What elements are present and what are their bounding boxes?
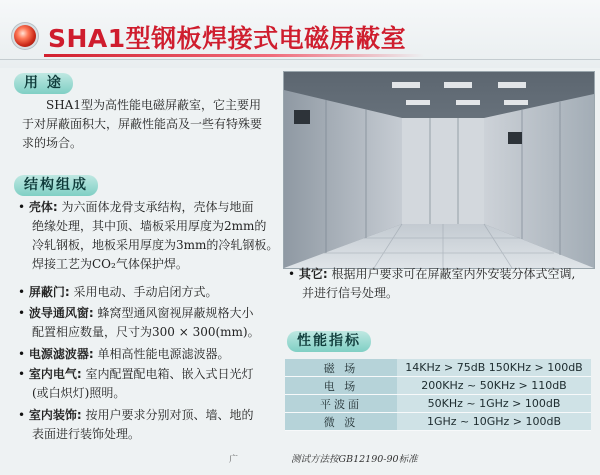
electrical-line-2: (或白炽灯)照明。 [32, 386, 126, 400]
row-field: 电 场 [285, 377, 397, 395]
structure-item-door: • 屏蔽门: 采用电动、手动启闭方式。 [18, 285, 218, 299]
structure-item-vent: • 波导通风窗: 蜂窝型通风窗视屏蔽规格大小 配置相应数量，尺寸为300 × 300(mm)。 [18, 304, 282, 342]
usage-line-1: SHA1型为高性能电磁屏蔽室，它主要用 [46, 98, 261, 112]
structure-item-electrical: • 室内电气: 室内配置配电箱、嵌入式日光灯 (或白炽灯)照明。 [18, 365, 282, 403]
table-row [285, 359, 591, 377]
row-value: 14KHz > 75dB 150KHz > 100dB [397, 359, 591, 377]
usage-line-2: 于对屏蔽面积大，屏蔽性能高及一些有特殊要 [22, 117, 263, 131]
performance-table [285, 359, 591, 431]
test-standard-note: 测试方法按GB12190-90标准 [291, 454, 418, 465]
section-heading-performance: 性能指标 [287, 331, 371, 352]
row-field: 平波面 [285, 395, 397, 413]
other-section: • 其它: 根据用户要求可在屏蔽室内外安装分体式空调, 并进行信号处理。 [288, 265, 598, 303]
title-underline [44, 54, 424, 57]
table-row [285, 377, 591, 395]
structure-item-filter: • 电源滤波器: 单相高性能电源滤波器。 [18, 347, 230, 361]
row-value: 1GHz ~ 10GHz > 100dB [397, 413, 591, 431]
vent-label: 波导通风窗: [28, 306, 94, 320]
electrical-line-1: 室内配置配电箱、嵌入式日光灯 [85, 367, 254, 381]
page-title: SHA1型钢板焊接式电磁屏蔽室 [48, 24, 407, 53]
filter-label: 电源滤波器: [28, 347, 94, 361]
usage-paragraph [22, 96, 280, 153]
filter-line-1: 单相高性能电源滤波器。 [97, 347, 230, 361]
shell-line-1: 为六面体龙骨支承结构，壳体与地面 [61, 200, 254, 214]
row-value: 50KHz ~ 1GHz > 100dB [397, 395, 591, 413]
vent-line-2: 配置相应数量，尺寸为300 × 300(mm)。 [32, 325, 260, 339]
section-heading-structure: 结构组成 [14, 175, 98, 196]
other-label: 其它: [298, 267, 328, 281]
decoration-line-1: 按用户要求分别对顶、墙、地的 [85, 408, 254, 422]
vent-line-1: 蜂窝型通风窗视屏蔽规格大小 [97, 306, 254, 320]
other-line-2: 并进行信号处理。 [302, 286, 399, 300]
other-line-1: 根据用户要求可在屏蔽室内外安装分体式空调, [331, 267, 576, 281]
electrical-label: 室内电气: [28, 367, 82, 381]
logo-dot-icon [14, 25, 36, 47]
table-row [285, 395, 591, 413]
shell-line-2: 绝缘处理，其中顶、墙板采用厚度为2mm的 [32, 219, 267, 233]
structure-item-shell: • 壳体: 为六面体龙骨支承结构，壳体与地面 绝缘处理，其中顶、墙板采用厚度为2mm的 冷轧钢板，地板采用厚度为3mm的冷轧钢板。 焊接工艺为CO₂气体保护焊。 [18, 198, 282, 274]
row-field: 磁 场 [285, 359, 397, 377]
decoration-line-2: 表面进行装饰处理。 [32, 427, 141, 441]
usage-line-3: 求的场合。 [22, 136, 83, 150]
door-line-1: 采用电动、手动启闭方式。 [73, 285, 218, 299]
page-mark: 广 [229, 455, 239, 465]
door-label: 屏蔽门: [28, 285, 70, 299]
row-field: 微 波 [285, 413, 397, 431]
decoration-label: 室内装饰: [28, 408, 82, 422]
row-value: 200KHz ~ 50KHz > 110dB [397, 377, 591, 395]
structure-item-decoration: • 室内装饰: 按用户要求分别对顶、墙、地的 表面进行装饰处理。 [18, 406, 282, 444]
section-heading-usage: 用 途 [14, 73, 73, 94]
shell-line-3: 冷轧钢板，地板采用厚度为3mm的冷轧钢板。 [32, 238, 279, 252]
shell-line-4: 焊接工艺为CO₂气体保护焊。 [32, 257, 188, 271]
shell-label: 壳体: [28, 200, 58, 214]
shielded-room-photo [283, 71, 595, 269]
table-row [285, 413, 591, 431]
header-divider [0, 59, 600, 60]
